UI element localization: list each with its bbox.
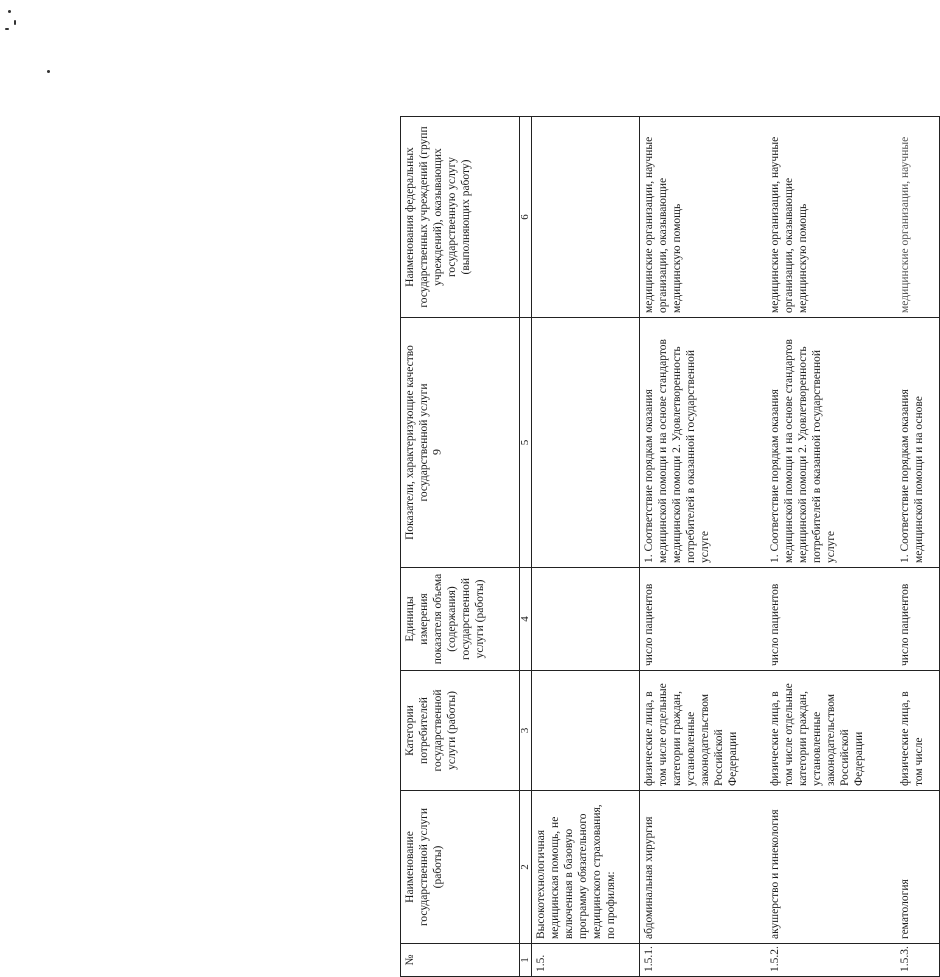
column-number: 3 — [520, 671, 532, 791]
row-institutions: медицинские организации, научные организации, оказывающие медицинскую помощь — [766, 117, 896, 318]
column-number-row — [520, 117, 532, 977]
row-number: 1.5.2. — [766, 944, 896, 977]
row-unit: число пациентов — [640, 568, 766, 671]
header-service-name: Наименование государственной услуги (работы) — [401, 791, 520, 944]
row-institutions: медицинские организации, научные — [896, 117, 940, 318]
table-row — [766, 117, 896, 977]
scan-speck — [14, 20, 16, 25]
column-number: 6 — [520, 117, 532, 318]
section-number: 1.5. — [532, 944, 640, 977]
header-quality-indicators: Показатели, характеризующие качество государственной услуги — [401, 318, 520, 568]
row-service: акушерство и гинекология — [766, 791, 896, 944]
header-row — [401, 117, 520, 977]
header-consumer-categories: Категории потребителей государственной услуги (работы) — [401, 671, 520, 791]
column-number: 2 — [520, 791, 532, 944]
row-number: 1.5.3. — [896, 944, 940, 977]
table-row — [640, 117, 766, 977]
row-quality: 1. Соответствие порядкам оказания медицинской помощи и на основе стандартов медицинской помощи 2. Удовлетворенность потребителей в оказанной государственной услуге — [766, 318, 896, 568]
table-row — [896, 117, 940, 977]
section-name: Высокотехнологичная медицинская помощь, не включенная в базовую программу обязательного медицинского страхования, по профилям: — [532, 791, 640, 944]
column-number: 5 — [520, 318, 532, 568]
column-number: 4 — [520, 568, 532, 671]
services-table — [400, 116, 940, 977]
row-service: гематология — [896, 791, 940, 944]
row-consumers: физические лица, в том числе отдельные категории граждан, установленные законодательством Российской Федерации — [640, 671, 766, 791]
row-number: 1.5.1. — [640, 944, 766, 977]
header-institutions: Наименования федеральных государственных учреждений (групп учреждений), оказывающих государственную услугу (выполняющих работу) — [401, 117, 520, 318]
page-number: 9 — [429, 449, 444, 455]
row-consumers: физические лица, в том числе отдельные категории граждан, установленные законодательством Российской Федерации — [766, 671, 896, 791]
row-institutions: медицинские организации, научные организации, оказывающие медицинскую помощь — [640, 117, 766, 318]
rotated-table-container — [400, 117, 925, 977]
column-number: 1 — [520, 944, 532, 977]
row-unit: число пациентов — [766, 568, 896, 671]
scan-speck — [47, 70, 50, 73]
empty-cell — [532, 568, 640, 671]
header-volume-units: Единицы измерения показателя объема (содержания) государственной услуги (работы) — [401, 568, 520, 671]
empty-cell — [532, 318, 640, 568]
row-service: абдоминальная хирургия — [640, 791, 766, 944]
row-quality: 1. Соответствие порядкам оказания медицинской помощи и на основе — [896, 318, 940, 568]
scan-speck — [5, 28, 9, 30]
empty-cell — [532, 117, 640, 318]
row-unit: число пациентов — [896, 568, 940, 671]
header-number: № — [401, 944, 520, 977]
scan-speck — [8, 10, 11, 13]
section-row — [532, 117, 640, 977]
row-consumers: физические лица, в том числе — [896, 671, 940, 791]
row-quality: 1. Соответствие порядкам оказания медицинской помощи и на основе стандартов медицинской помощи 2. Удовлетворенность потребителей в оказанной государственной услуге — [640, 318, 766, 568]
empty-cell — [532, 671, 640, 791]
